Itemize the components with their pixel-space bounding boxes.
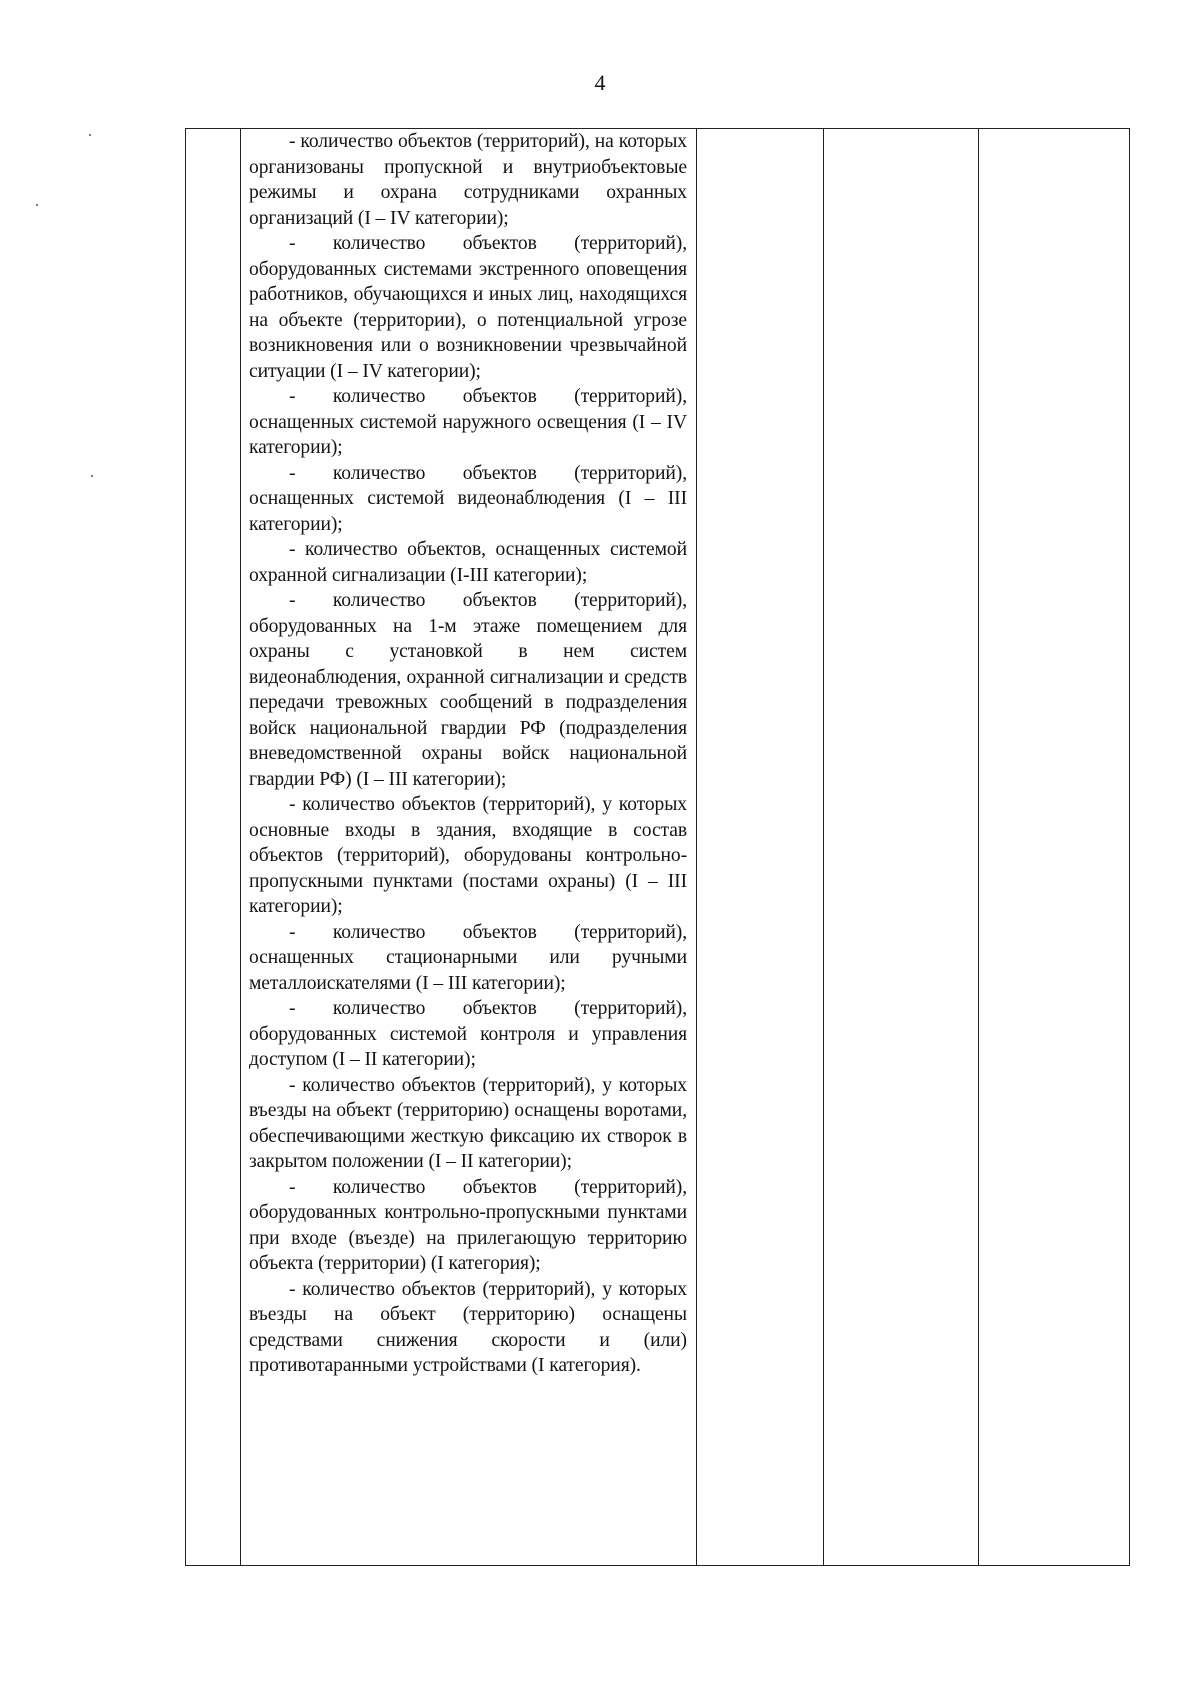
empty-cell xyxy=(697,129,824,1566)
empty-cell xyxy=(824,129,979,1566)
scan-speck xyxy=(36,204,38,206)
scan-speck xyxy=(91,475,93,477)
indicator-item: - количество объектов (территорий), оборудованных контрольно-пропускными пунктами при входе (въезде) на прилегающую территорию объекта (территории) (I категория); xyxy=(249,1176,687,1274)
indicator-item: - количество объектов (территорий), оборудованных системой контроля и управления доступом (I – II категории); xyxy=(249,998,687,1070)
indicator-item: - количество объектов (территорий), оборудованных системами экстренного оповещения работников, обучающихся и иных лиц, находящихся на объекте (территории), о потенциальной угрозе возникновения или о возникновении чрезвычайной ситуации (I – IV категории); xyxy=(249,233,687,382)
indicator-item: - количество объектов (территорий), у которых въезды на объект (территорию) оснащены воротами, обеспечивающими жесткую фиксацию их створок в закрытом положении (I – II категории); xyxy=(249,1074,687,1172)
indicator-item: - количество объектов (территорий), у которых въезды на объект (территорию) оснащены средствами снижения скорости и (или) противотаранными устройствами (I категория). xyxy=(249,1278,687,1376)
page-number: 4 xyxy=(594,70,606,95)
indicator-item: - количество объектов (территорий), оснащенных стационарными или ручными металлоискателями (I – III категории); xyxy=(249,921,687,994)
indicator-item: - количество объектов (территорий), у которых основные входы в здания, входящие в состав объектов (территорий), оборудованы контрольно-пропускными пунктами (постами охраны) (I – III категории); xyxy=(249,794,687,917)
number-cell xyxy=(186,129,241,1566)
indicators-cell xyxy=(241,129,697,1566)
indicator-item: - количество объектов (территорий), на которых организованы пропускной и внутриобъектовые режимы и охрана сотрудниками охранных организаций (I – IV категории); xyxy=(249,131,687,229)
indicator-item: - количество объектов (территорий), оборудованных на 1-м этаже помещением для охраны с установкой в нем систем видеонаблюдения, охранной сигнализации и средств передачи тревожных сообщений в подразделения войск национальной гвардии РФ (подразделения вневедомственной охраны войск национальной гвардии РФ) (I – III категории); xyxy=(249,590,687,790)
indicator-item: - количество объектов, оснащенных системой охранной сигнализации (I-III категории); xyxy=(249,539,687,586)
scan-speck xyxy=(89,134,91,136)
document-table xyxy=(185,128,1130,1566)
table-row xyxy=(186,129,1130,1566)
indicator-item: - количество объектов (территорий), оснащенных системой видеонаблюдения (I – III категории); xyxy=(249,462,687,535)
indicator-item: - количество объектов (территорий), оснащенных системой наружного освещения (I – IV категории); xyxy=(249,386,687,458)
empty-cell xyxy=(979,129,1130,1566)
